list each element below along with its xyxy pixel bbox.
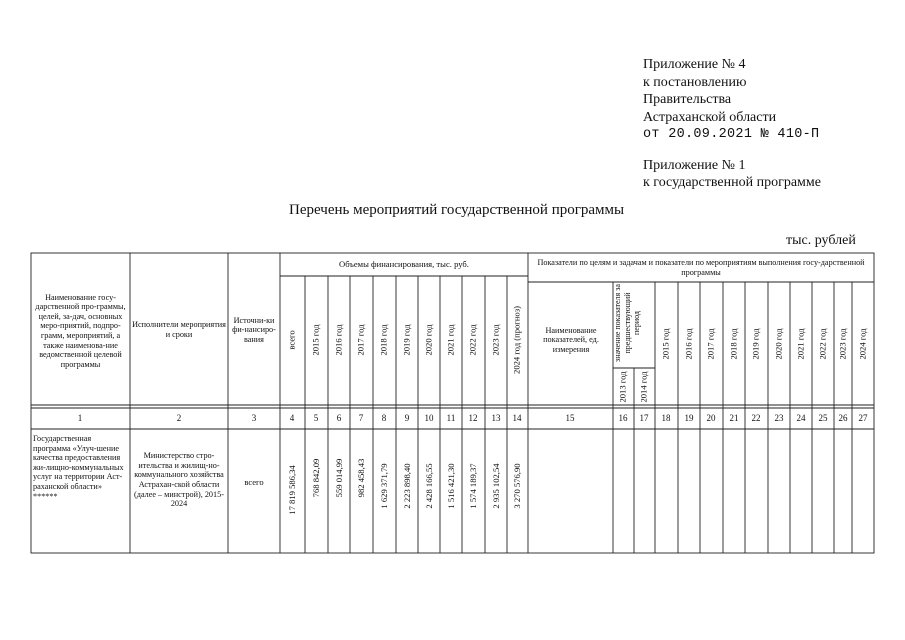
units-label: тыс. рублей [786,233,856,248]
row-value-2020: 2 428 166,55 [424,463,434,509]
header-ind-year: 2015 год [660,328,671,360]
column-number: 24 [796,413,806,423]
row-executor: Министерство стро-ительства и жилищ-но-коммунального хозяйства Астрахан-ской области (далее – минстрой), 2015-2024 [134,451,224,509]
header-indicator-name: Наименование показателей, ед. измерения [543,325,599,354]
appendix-line: Правительства [643,92,732,107]
appendix-line: к государственной программе [643,175,821,190]
column-number: 19 [684,413,694,423]
header-prev-2013: 2013 год [617,371,628,403]
column-number: 18 [661,413,671,423]
header-fund-year: 2016 год [333,324,344,356]
column-number: 26 [838,413,848,423]
header-ind-year: 2017 год [705,328,716,360]
row-value-2018: 1 629 371,79 [379,463,389,509]
row-value-2021: 1 516 421,30 [446,463,456,509]
row-value-2019: 2 223 898,40 [402,463,412,509]
header-ind-year: 2019 год [750,328,761,360]
header-ind-year: 2016 год [683,328,694,360]
appendix-line: Приложение № 4 [643,57,746,72]
header-ind-year: 2020 год [773,328,784,360]
column-number: 11 [446,413,456,423]
header-ind-year: 2024 год [857,328,868,360]
appendix-line: к постановлению [643,74,747,90]
row-value-2022: 1 574 189,37 [468,463,478,509]
row-value-2017: 982 458,43 [356,458,366,498]
header-ind-year: 2018 год [728,328,739,360]
row-value-2015: 768 842,09 [311,458,321,498]
row-value-2016: 559 014,99 [334,458,344,498]
header-fund-year: 2019 год [401,324,412,356]
page-title: Перечень мероприятий государственной программы [289,202,625,218]
header-sources: Источни-ки фи-нансиро-вания [232,315,276,344]
row-value-2023: 2 935 102,54 [491,463,501,509]
column-number: 6 [336,413,342,423]
header-executors: Исполнители мероприятия и сроки [132,320,226,339]
appendix-line: Астраханской области [643,109,777,125]
header-prev-2014: 2014 год [638,371,649,403]
header-fund-year: 2017 год [355,324,366,356]
column-number: 9 [404,413,410,423]
header-fund-year: 2015 год [310,324,321,356]
header-ind-year: 2021 год [795,328,806,360]
column-number: 23 [774,413,784,423]
column-number: 4 [289,413,295,423]
header-total: всего [286,330,297,350]
column-number: 27 [858,413,868,423]
column-number: 8 [381,413,387,423]
column-number: 13 [491,413,501,423]
row-value-total: 17 819 586,34 [287,465,297,515]
header-ind-year: 2023 год [837,328,848,360]
column-number: 22 [751,413,761,423]
decree-line: от 20.09.2021 № 410-П [643,127,820,142]
column-number: 12 [468,413,478,423]
header-fund-year: 2018 год [378,324,389,356]
header-fund-year: 2021 год [445,324,456,356]
header-name: Наименование госу-дарственной про-граммы, целей, за-дач, основных меро-приятий, подпро-грамм, мероприятий, а также наименова-ние ведомственной целевой программы [35,292,126,369]
column-number: 2 [176,413,182,423]
header-fund-year: 2020 год [423,324,434,356]
header-fund-year: 2022 год [467,324,478,356]
row-value-2024: 3 270 576,90 [512,463,522,509]
column-number: 25 [818,413,828,423]
column-number: 16 [618,413,628,423]
column-number: 1 [77,413,83,423]
column-number: 15 [565,413,575,423]
column-number: 14 [512,413,522,423]
header-ind-year: 2022 год [817,328,828,360]
appendix-line: Приложение № 1 [643,157,746,173]
column-number: 17 [639,413,649,423]
column-number: 10 [424,413,434,423]
row-program-name: Государственная программа «Улуч-шение качества предоставления жи-лищно-коммунальных услуг на территории Аст-раханской области» ****** [33,434,124,501]
column-number: 7 [358,413,364,423]
column-number: 5 [313,413,319,423]
row-source: всего [244,477,264,488]
header-prev-period: значение показателя за предшествующий период [612,284,641,362]
header-fund-year: 2023 год [490,324,501,356]
column-number: 20 [706,413,716,423]
header-indicators-group: Показатели по целям и задачам и показатели по мероприятиям выполнения госу-дарственной программы [537,258,865,277]
header-funding-group: Объемы финансирования, тыс. руб. [339,259,469,270]
column-number: 3 [251,413,257,423]
column-number: 21 [729,413,739,423]
header-fund-year: 2024 год (прогноз) [511,306,522,374]
